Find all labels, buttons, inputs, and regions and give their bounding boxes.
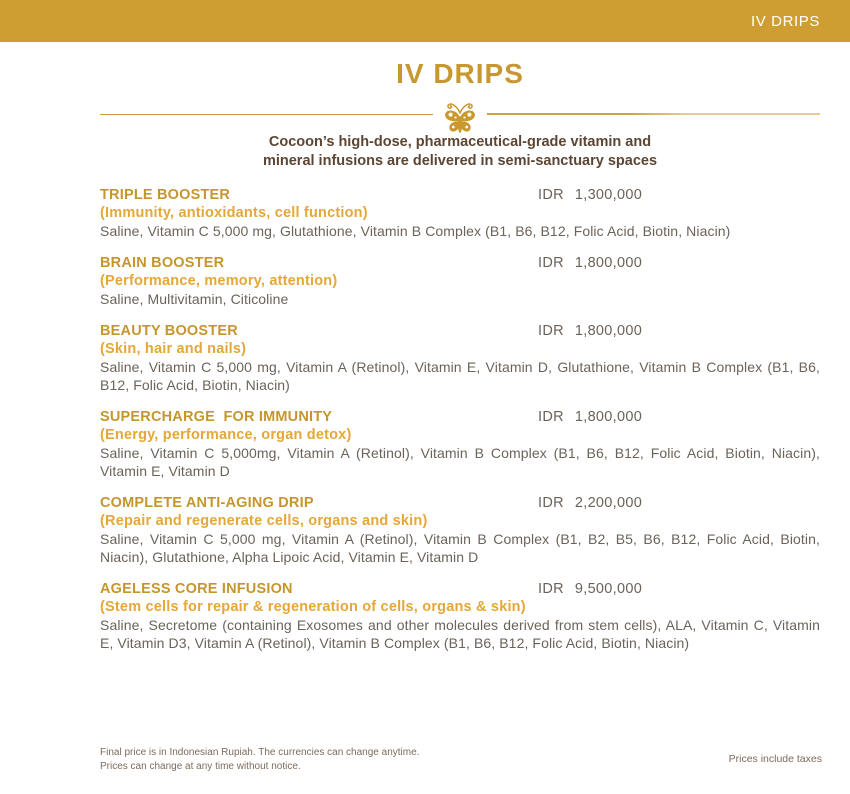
price-currency: IDR — [538, 581, 564, 597]
price-currency: IDR — [538, 187, 564, 203]
menu-item-beauty-booster — [100, 322, 820, 394]
item-name: AGELESS CORE INFUSION — [100, 581, 293, 597]
item-focus: (Skin, hair and nails) — [100, 341, 247, 357]
price-amount: 2,200,000 — [574, 495, 643, 511]
price-amount: 1,300,000 — [574, 187, 643, 203]
item-price — [538, 494, 642, 512]
item-focus: (Energy, performance, organ detox) — [100, 427, 352, 443]
item-description: Saline, Vitamin C 5,000 mg, Glutathione, Vitamin B Complex (B1, B6, B12, Folic Acid, Biotin, Niacin) — [100, 223, 731, 239]
item-name: SUPERCHARGE FOR IMMUNITY — [100, 409, 333, 425]
price-amount: 1,800,000 — [574, 255, 643, 271]
subtitle-line-1: Cocoon’s high-dose, pharmaceutical-grade vitamin and — [268, 134, 652, 150]
item-focus: (Repair and regenerate cells, organs and skin) — [100, 513, 428, 529]
item-focus: (Performance, memory, attention) — [100, 273, 338, 289]
footer-disclaimer-line-2: Prices can change at any time without notice. — [100, 760, 301, 772]
page-content — [100, 42, 820, 666]
top-bar — [0, 0, 850, 42]
item-price — [538, 186, 642, 204]
price-currency: IDR — [538, 255, 564, 271]
item-price — [538, 408, 642, 426]
price-currency: IDR — [538, 409, 564, 425]
price-currency: IDR — [538, 323, 564, 339]
item-price — [538, 580, 642, 598]
item-description: Saline, Vitamin C 5,000mg, Vitamin A (Retinol), Vitamin B Complex (B1, B6, B12, Folic Acid, Biotin, Niacin), Vitamin E, Vitamin D — [100, 445, 820, 479]
price-amount: 1,800,000 — [574, 323, 643, 339]
item-name: COMPLETE ANTI-AGING DRIP — [100, 495, 314, 511]
item-description: Saline, Vitamin C 5,000 mg, Vitamin A (Retinol), Vitamin B Complex (B1, B2, B5, B6, B12, Folic Acid, Biotin, Niacin), Glutathione, Alpha Lipoic Acid, Vitamin E, Vitamin D — [100, 531, 820, 565]
price-amount: 1,800,000 — [574, 409, 643, 425]
item-description: Saline, Multivitamin, Citicoline — [100, 291, 289, 307]
menu-item-brain-booster — [100, 254, 820, 308]
butterfly-icon — [443, 100, 477, 136]
divider-line-left — [100, 114, 433, 115]
page-subtitle — [100, 133, 820, 171]
price-currency: IDR — [538, 495, 564, 511]
menu-item-triple-booster — [100, 186, 820, 240]
item-focus: (Stem cells for repair & regeneration of cells, organs & skin) — [100, 599, 526, 615]
footer-disclaimer-line-1: Final price is in Indonesian Rupiah. The currencies can change anytime. — [100, 747, 420, 758]
top-bar-section-label: IV DRIPS — [751, 12, 820, 30]
menu-item-supercharge-for-immunity — [100, 408, 820, 480]
page-title: IV DRIPS — [396, 58, 524, 89]
item-focus: (Immunity, antioxidants, cell function) — [100, 205, 368, 221]
item-price — [538, 254, 642, 272]
item-name: TRIPLE BOOSTER — [100, 187, 231, 203]
menu-item-ageless-core-infusion — [100, 580, 820, 652]
item-description: Saline, Vitamin C 5,000 mg, Vitamin A (Retinol), Vitamin E, Vitamin D, Glutathione, Vitamin B Complex (B1, B6, B12, Folic Acid, Biotin, Niacin) — [100, 359, 820, 393]
menu-item-complete-anti-aging-drip — [100, 494, 820, 566]
price-amount: 9,500,000 — [574, 581, 643, 597]
item-name: BEAUTY BOOSTER — [100, 323, 238, 339]
item-price — [538, 322, 642, 340]
footer-taxes-note: Prices include taxes — [728, 753, 822, 765]
item-description: Saline, Secretome (containing Exosomes and other molecules derived from stem cells), ALA, Vitamin C, Vitamin E, Vitamin D3, Vitamin A (Retinol), Vitamin B Complex (B1, B6, B12, Folic Acid, Biotin, Niacin) — [100, 617, 820, 651]
subtitle-line-2: mineral infusions are delivered in semi-sanctuary spaces — [262, 153, 658, 169]
divider-line-right — [487, 113, 820, 115]
item-name: BRAIN BOOSTER — [100, 255, 225, 271]
title-divider — [100, 96, 820, 132]
menu-list — [100, 186, 820, 652]
footer-disclaimer — [100, 746, 419, 773]
